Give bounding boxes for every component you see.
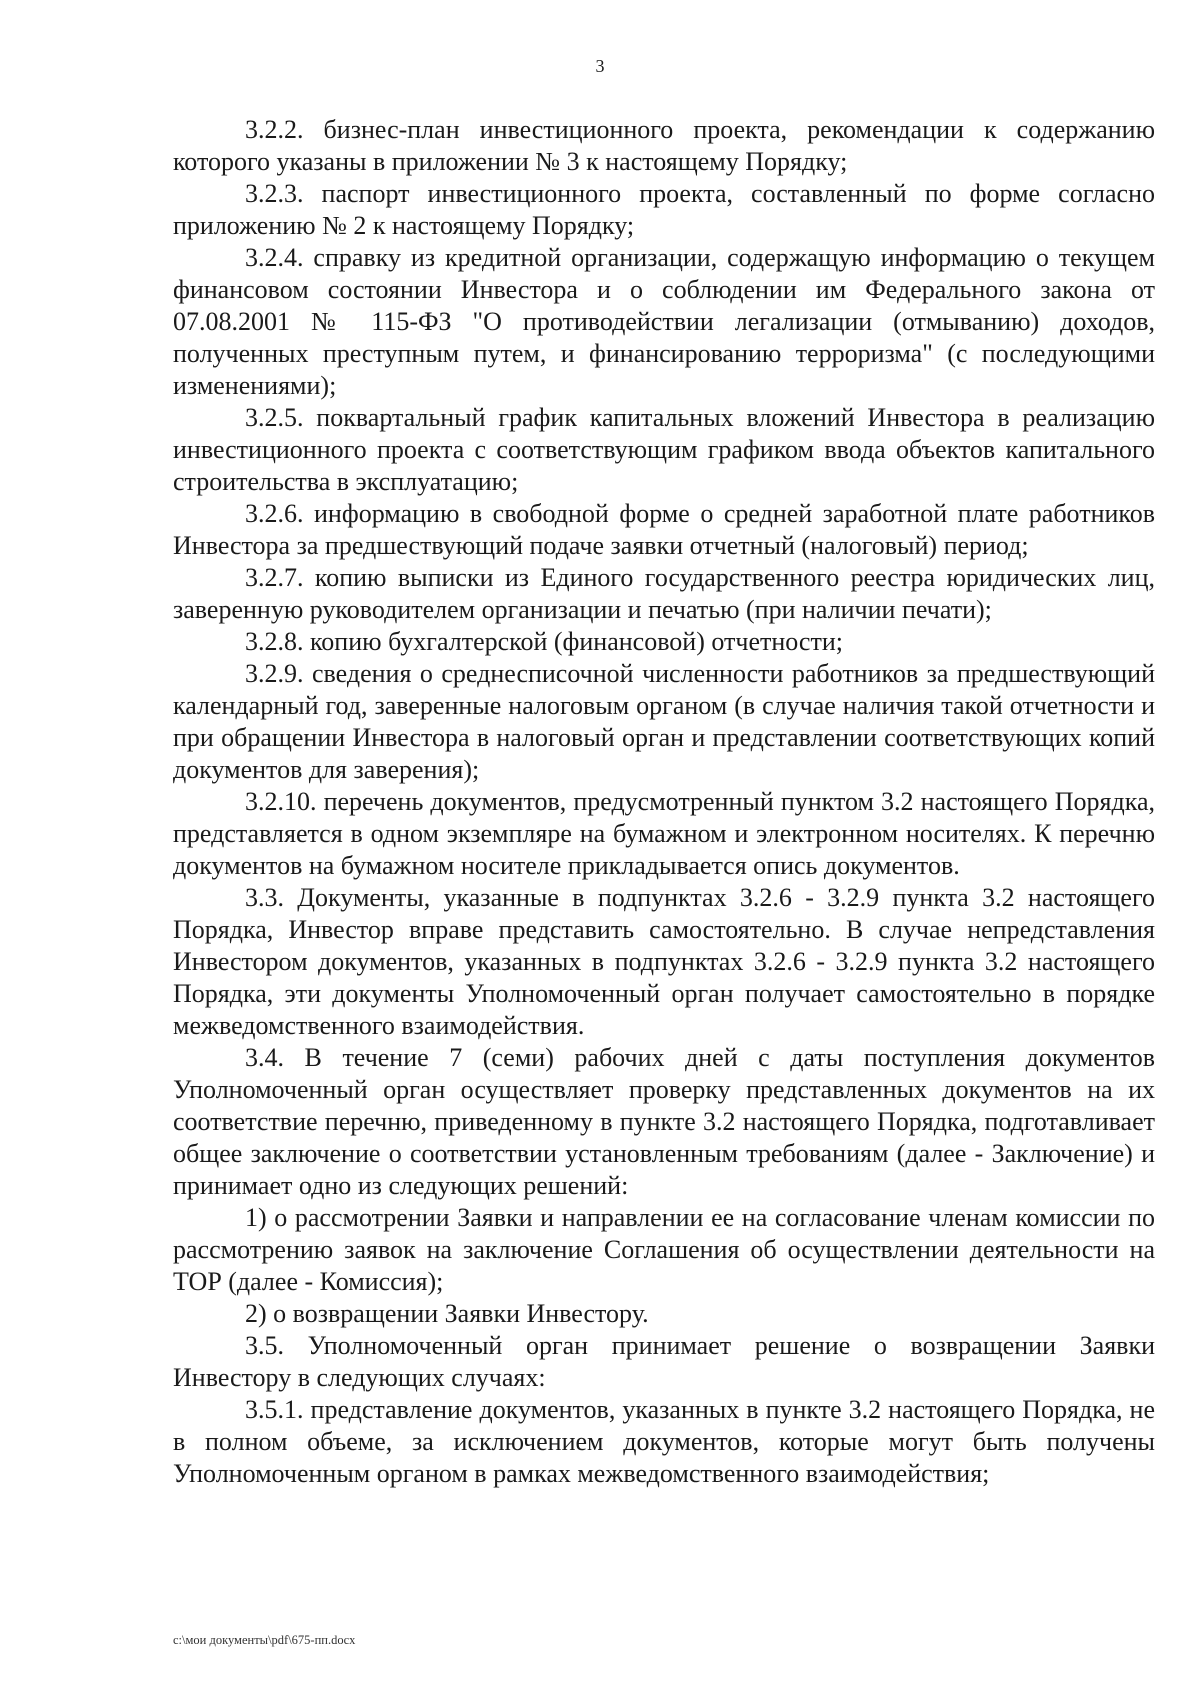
paragraph-3-5-1: 3.5.1. представление документов, указанных в пункте 3.2 настоящего Порядка, не в полном объеме, за исключением документов, которые могут быть получены Уполномоченным органом в рамках межведомственного взаимодействия; (173, 1395, 1155, 1488)
paragraph-3-2-4: 3.2.4. справку из кредитной организации, содержащую информацию о текущем финансовом состоянии Инвестора и о соблюдении им Федерального закона от 07.08.2001 № 115-ФЗ "О противодействии легализации (отмыванию) доходов, полученных преступным путем, и финансированию терроризма" (с последующими изменениями); (173, 243, 1155, 400)
page-number: 3 (595, 56, 605, 76)
paragraph-3-3: 3.3. Документы, указанные в подпунктах 3.2.6 - 3.2.9 пункта 3.2 настоящего Порядка, Инвестор вправе представить самостоятельно. В случае непредставления Инвестором документов, указанных в подпунктах 3.2.6 - 3.2.9 пункта 3.2 настоящего Порядка, эти документы Уполномоченный орган получает самостоятельно в порядке межведомственного взаимодействия. (173, 883, 1155, 1040)
paragraph-3-4: 3.4. В течение 7 (семи) рабочих дней с даты поступления документов Уполномоченный орган осуществляет проверку представленных документов на их соответствие перечню, приведенному в пункте 3.2 настоящего Порядка, подготавливает общее заключение о соответствии установленным требованиям (далее - Заключение) и принимает одно из следующих решений: (173, 1043, 1155, 1200)
paragraph-3-2-10: 3.2.10. перечень документов, предусмотренный пунктом 3.2 настоящего Порядка, представляется в одном экземпляре на бумажном и электронном носителях. К перечню документов на бумажном носителе прикладывается опись документов. (173, 787, 1155, 880)
paragraph-3-2-6: 3.2.6. информацию в свободной форме о средней заработной плате работников Инвестора за предшествующий подаче заявки отчетный (налоговый) период; (173, 499, 1155, 560)
paragraph-3-2-5: 3.2.5. поквартальный график капитальных вложений Инвестора в реализацию инвестиционного проекта с соответствующим графиком ввода объектов капитального строительства в эксплуатацию; (173, 403, 1155, 496)
footer-file-path: c:\мои документы\pdf\675-пп.docx (173, 1633, 356, 1647)
paragraph-3-2-9: 3.2.9. сведения о среднесписочной численности работников за предшествующий календарный год, заверенные налоговым органом (в случае наличия такой отчетности и при обращении Инвестора в налоговый орган и представлении соответствующих копий документов для заверения); (173, 659, 1155, 784)
paragraph-3-2-2: 3.2.2. бизнес-план инвестиционного проекта, рекомендации к содержанию которого указаны в приложении № 3 к настоящему Порядку; (173, 115, 1155, 176)
paragraph-3-4-option-2: 2) о возвращении Заявки Инвестору. (245, 1299, 649, 1328)
paragraph-3-2-3: 3.2.3. паспорт инвестиционного проекта, составленный по форме согласно приложению № 2 к настоящему Порядку; (173, 179, 1155, 240)
document-body (173, 114, 1155, 1490)
paragraph-3-2-7: 3.2.7. копию выписки из Единого государственного реестра юридических лиц, заверенную руководителем организации и печатью (при наличии печати); (173, 563, 1155, 624)
paragraph-3-2-8: 3.2.8. копию бухгалтерской (финансовой) отчетности; (245, 627, 843, 656)
paragraph-3-4-option-1: 1) о рассмотрении Заявки и направлении ее на согласование членам комиссии по рассмотрению заявок на заключение Соглашения об осуществлении деятельности на ТОР (далее - Комиссия); (173, 1203, 1155, 1296)
paragraph-3-5: 3.5. Уполномоченный орган принимает решение о возвращении Заявки Инвестору в следующих случаях: (173, 1331, 1155, 1392)
